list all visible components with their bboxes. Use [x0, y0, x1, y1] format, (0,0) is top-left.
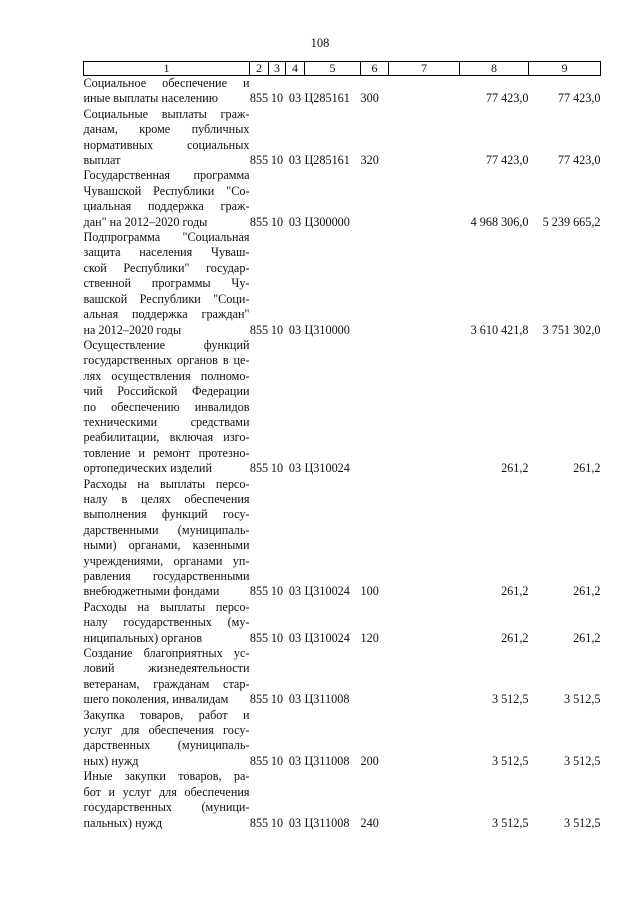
item-name-line: реабилитации, включая изго-: [83, 430, 250, 445]
section-code-cell: 10: [270, 815, 284, 830]
subsection-code-cell: 03: [288, 815, 302, 830]
ministry-code-cell: 855: [249, 91, 269, 106]
item-name-line: ными) органами, казенными: [83, 538, 250, 553]
table-row: [84, 769, 601, 831]
ministry-code-cell: 855: [249, 630, 269, 645]
ministry-code-cell: 855: [249, 461, 269, 476]
amount-year-1-cell: 3 512,5: [491, 753, 529, 768]
target-article-cell: Ц311008: [304, 692, 350, 707]
table-row: [84, 600, 601, 646]
column-7-cell: [389, 76, 460, 107]
subsection-code-cell: 03: [288, 91, 302, 106]
column-7-cell: [389, 168, 460, 230]
amount-year-1-cell: 4 968 306,0: [470, 214, 529, 229]
target-article-cell: Ц285161: [304, 153, 350, 168]
page-number: 108: [310, 36, 330, 50]
expense-type-cell: 200: [360, 753, 379, 768]
subsection-code-cell: 03: [288, 461, 302, 476]
amount-year-2-cell: 3 751 302,0: [542, 322, 601, 337]
expense-type-cell: [361, 338, 389, 477]
item-name-line: Создание благоприятных ус-: [83, 646, 250, 661]
item-name-line: Социальные выплаты граж-: [83, 106, 250, 121]
item-name-line: внебюджетными фондами: [83, 584, 220, 599]
subsection-code-cell: 03: [288, 753, 302, 768]
table-header-row: [84, 62, 601, 76]
item-name-line: ных) нужд: [83, 753, 139, 768]
table-row: [84, 76, 601, 107]
table-row: [84, 708, 601, 770]
ministry-code-cell: 855: [249, 214, 269, 229]
amount-year-1-cell: 3 610 421,8: [470, 322, 529, 337]
item-name-line: шего поколения, инвалидам: [83, 692, 229, 707]
column-header: 2: [250, 62, 269, 76]
item-name-cell: [84, 600, 250, 646]
subsection-code-cell: 03: [288, 153, 302, 168]
amount-year-2-cell: 3 512,5: [563, 815, 601, 830]
section-code-cell: 10: [270, 630, 284, 645]
item-name-line: ловий жизнедеятельности: [83, 661, 250, 676]
item-name-line: ветеранам, гражданам стар-: [83, 676, 250, 691]
item-name-line: циальная поддержка граж-: [83, 199, 250, 214]
table-row: [84, 338, 601, 477]
subsection-code-cell: 03: [288, 322, 302, 337]
item-name-line: дарственных (муниципаль-: [83, 738, 250, 753]
target-article-cell: Ц311008: [304, 815, 350, 830]
expense-type-cell: 240: [360, 815, 379, 830]
item-name-line: нормативных социальных: [83, 137, 250, 152]
column-7-cell: [389, 338, 460, 477]
table-row: [84, 107, 601, 169]
amount-year-2-cell: 261,2: [573, 461, 601, 476]
item-name-cell: [84, 76, 250, 107]
item-name-line: дан" на 2012–2020 годы: [83, 214, 208, 229]
amount-year-1-cell: 77 423,0: [485, 91, 529, 106]
item-name-line: ниципальных) органов: [83, 630, 203, 645]
section-code-cell: 10: [270, 692, 284, 707]
item-name-line: данам, кроме публичных: [83, 122, 250, 137]
column-header: 6: [361, 62, 389, 76]
expense-type-cell: 300: [360, 91, 379, 106]
item-name-cell: [84, 708, 250, 770]
subsection-code-cell: 03: [288, 584, 302, 599]
target-article-cell: Ц300000: [304, 214, 350, 229]
amount-year-2-cell: 3 512,5: [563, 692, 601, 707]
table-row: [84, 477, 601, 600]
column-header: 5: [305, 62, 361, 76]
item-name-line: налу в целях обеспечения: [83, 491, 250, 506]
table-row: [84, 168, 601, 230]
item-name-line: по обеспечению инвалидов: [83, 399, 250, 414]
item-name-line: техническими средствами: [83, 414, 250, 429]
amount-year-2-cell: 5 239 665,2: [542, 214, 601, 229]
item-name-cell: [84, 477, 250, 600]
item-name-line: Осуществление функций: [83, 337, 250, 352]
column-7-cell: [389, 769, 460, 831]
item-name-cell: [84, 230, 250, 338]
item-name-line: альная поддержка граждан": [83, 307, 250, 322]
item-name-cell: [84, 107, 250, 169]
item-name-line: выполнения функций госу-: [83, 507, 250, 522]
item-name-line: чий Российской Федерации: [83, 384, 250, 399]
item-name-line: Чувашской Республики "Со-: [83, 183, 250, 198]
item-name-line: ственной программы Чу-: [83, 276, 250, 291]
item-name-line: Иные закупки товаров, ра-: [83, 769, 250, 784]
expense-type-cell: [361, 168, 389, 230]
column-7-cell: [389, 708, 460, 770]
target-article-cell: Ц310000: [304, 322, 350, 337]
item-name-line: ской Республики" государ-: [83, 260, 250, 275]
column-7-cell: [389, 230, 460, 338]
item-name-line: на 2012–2020 годы: [83, 322, 182, 337]
section-code-cell: 10: [270, 753, 284, 768]
amount-year-1-cell: 3 512,5: [491, 692, 529, 707]
item-name-cell: [84, 168, 250, 230]
amount-year-2-cell: 3 512,5: [563, 753, 601, 768]
target-article-cell: Ц310024: [304, 584, 350, 599]
table-row: [84, 646, 601, 708]
item-name-line: бот и услуг для обеспечения: [83, 784, 250, 799]
item-name-line: товление и ремонт протезно-: [83, 445, 250, 460]
item-name-line: иные выплаты населению: [83, 91, 218, 106]
budget-table: [83, 61, 601, 831]
item-name-line: государственных органов в це-: [83, 353, 250, 368]
item-name-line: выплат: [83, 153, 121, 168]
subsection-code-cell: 03: [288, 630, 302, 645]
ministry-code-cell: 855: [249, 692, 269, 707]
item-name-line: государственных (муници-: [83, 800, 250, 815]
column-header: 1: [84, 62, 250, 76]
target-article-cell: Ц310024: [304, 630, 350, 645]
section-code-cell: 10: [270, 322, 284, 337]
expense-type-cell: 120: [360, 630, 379, 645]
amount-year-2-cell: 261,2: [573, 630, 601, 645]
ministry-code-cell: 855: [249, 815, 269, 830]
target-article-cell: Ц310024: [304, 461, 350, 476]
amount-year-2-cell: 261,2: [573, 584, 601, 599]
item-name-line: налу государственных (му-: [83, 615, 250, 630]
item-name-line: дарственными (муниципаль-: [83, 522, 250, 537]
item-name-line: вашской Республики "Соци-: [83, 291, 250, 306]
expense-type-cell: [361, 230, 389, 338]
item-name-line: Расходы на выплаты персо-: [83, 476, 250, 491]
item-name-cell: [84, 646, 250, 708]
column-header: 7: [389, 62, 460, 76]
item-name-line: Закупка товаров, работ и: [83, 707, 250, 722]
amount-year-1-cell: 3 512,5: [491, 815, 529, 830]
section-code-cell: 10: [270, 91, 284, 106]
ministry-code-cell: 855: [249, 753, 269, 768]
item-name-line: равления государственными: [83, 569, 250, 583]
ministry-code-cell: 855: [249, 153, 269, 168]
amount-year-1-cell: 77 423,0: [485, 153, 529, 168]
item-name-line: ортопедических изделий: [83, 461, 212, 476]
expense-type-cell: 320: [360, 153, 379, 168]
table-row: [84, 230, 601, 338]
item-name-line: Подпрограмма "Социальная: [83, 230, 250, 245]
table-body: [84, 76, 601, 831]
subsection-code-cell: 03: [288, 214, 302, 229]
item-name-line: Расходы на выплаты персо-: [83, 599, 250, 614]
subsection-code-cell: 03: [288, 692, 302, 707]
item-name-line: услуг для обеспечения госу-: [83, 723, 250, 738]
expense-type-cell: [361, 646, 389, 708]
column-header: 9: [529, 62, 601, 76]
item-name-line: лях осуществления полномо-: [83, 368, 250, 383]
item-name-line: защита населения Чуваш-: [83, 245, 250, 260]
ministry-code-cell: 855: [249, 322, 269, 337]
column-7-cell: [389, 477, 460, 600]
target-article-cell: Ц311008: [304, 753, 350, 768]
item-name-cell: [84, 769, 250, 831]
column-header: 3: [269, 62, 286, 76]
section-code-cell: 10: [270, 153, 284, 168]
item-name-line: учреждениями, органами уп-: [83, 553, 250, 568]
section-code-cell: 10: [270, 584, 284, 599]
column-header: 4: [286, 62, 305, 76]
target-article-cell: Ц285161: [304, 91, 350, 106]
column-header: 8: [460, 62, 529, 76]
item-name-line: Государственная программа: [83, 168, 250, 183]
section-code-cell: 10: [270, 214, 284, 229]
column-7-cell: [389, 600, 460, 646]
column-7-cell: [389, 646, 460, 708]
column-7-cell: [389, 107, 460, 169]
amount-year-2-cell: 77 423,0: [557, 91, 601, 106]
amount-year-2-cell: 77 423,0: [557, 153, 601, 168]
amount-year-1-cell: 261,2: [501, 584, 529, 599]
expense-type-cell: 100: [360, 584, 379, 599]
amount-year-1-cell: 261,2: [501, 630, 529, 645]
item-name-line: Социальное обеспечение и: [83, 76, 250, 90]
ministry-code-cell: 855: [249, 584, 269, 599]
section-code-cell: 10: [270, 461, 284, 476]
item-name-cell: [84, 338, 250, 477]
amount-year-1-cell: 261,2: [501, 461, 529, 476]
item-name-line: пальных) нужд: [83, 815, 163, 830]
